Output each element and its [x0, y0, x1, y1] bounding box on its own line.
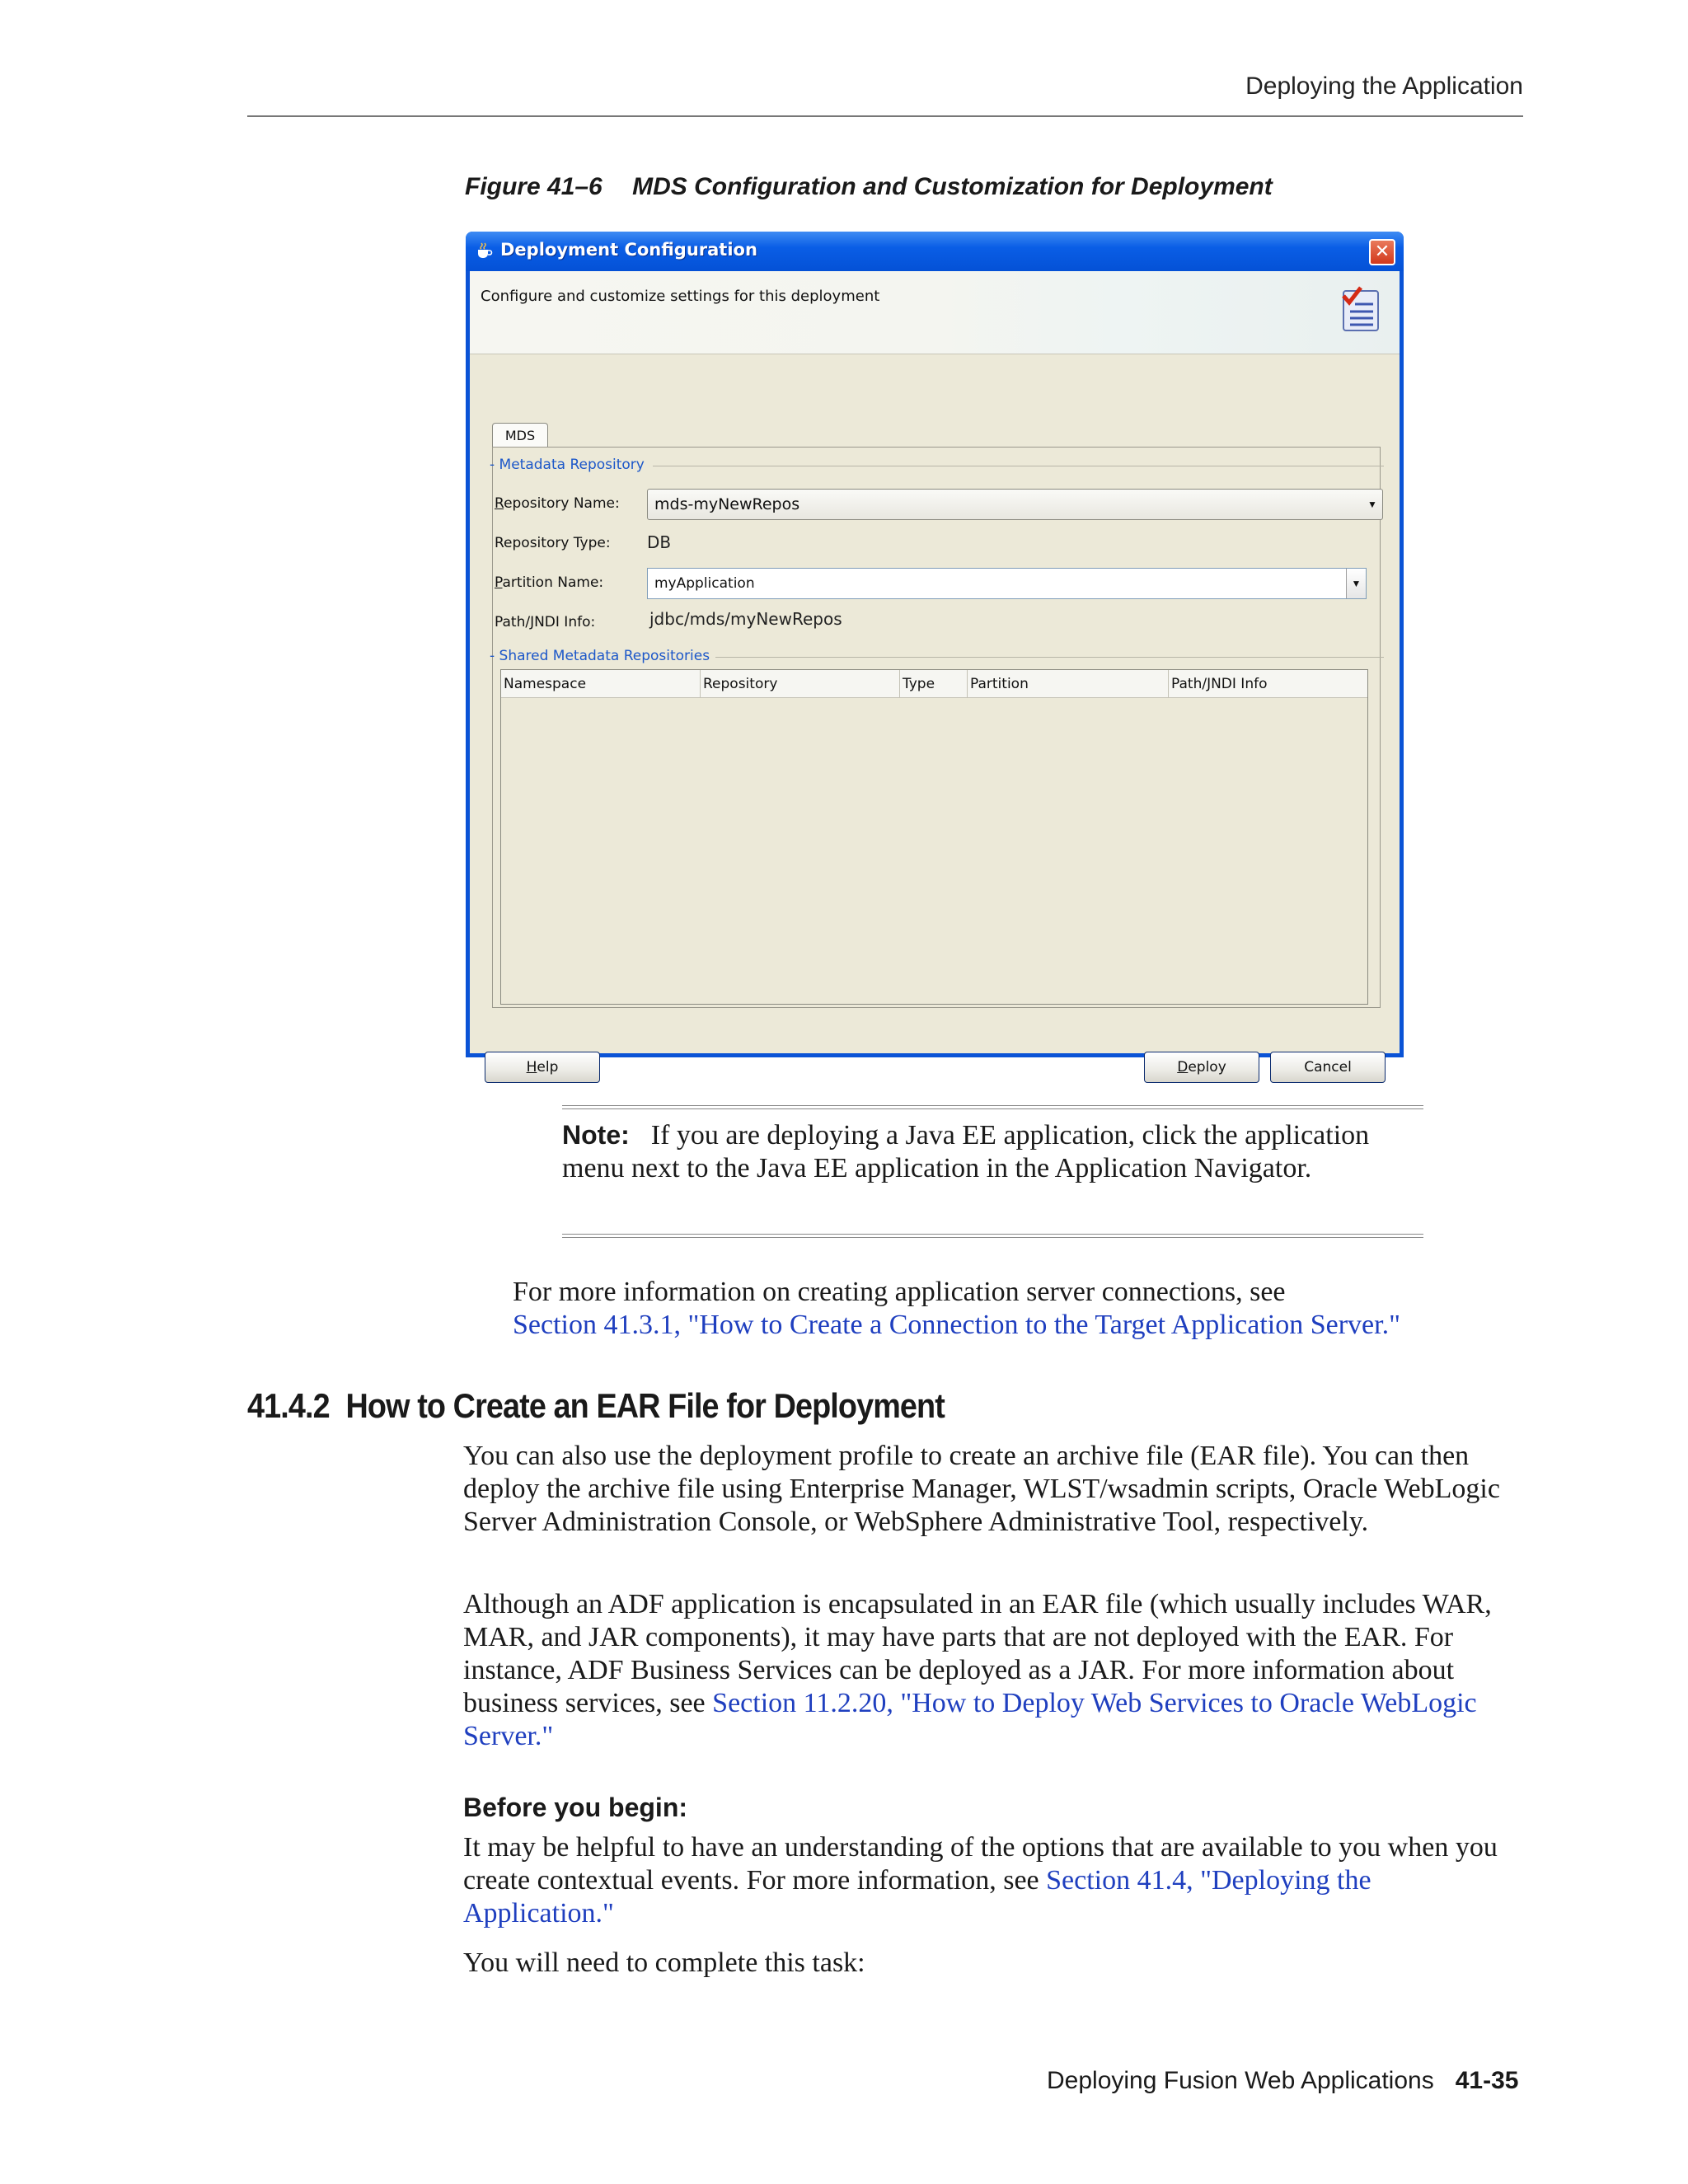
note-rule-bottom: [562, 1234, 1423, 1238]
metadata-repository-group: [490, 457, 645, 473]
repository-type-label: Repository Type:: [495, 535, 611, 551]
label-text: epository Name:: [504, 495, 620, 512]
tab-mds[interactable]: MDS: [492, 423, 548, 448]
header-rule: [247, 115, 1523, 117]
dialog-body: [470, 271, 1400, 1076]
table-header: [501, 670, 1367, 698]
label-text: artition Name:: [502, 574, 604, 591]
shared-metadata-label: Shared Metadata Repositories: [499, 648, 710, 664]
group-divider: [715, 657, 1384, 658]
checklist-icon: [1340, 286, 1383, 334]
shared-metadata-group: [490, 648, 710, 664]
repository-name-label: [495, 495, 620, 512]
mnemonic: P: [495, 574, 503, 591]
section-title: How to Create an EAR File for Deployment: [345, 1386, 945, 1425]
help-button[interactable]: [485, 1052, 600, 1083]
path-jndi-value: jdbc/mds/myNewRepos: [649, 609, 842, 629]
close-icon: ✕: [1374, 241, 1390, 262]
paragraph-text: Although an ADF application is encapsulated in an EAR file (which usually includes WAR, MAR, and JAR components), it may have parts that are not deployed with the EAR. For instance, ADF Business Services can be deployed as a JAR. For more information about business services, see: [463, 1589, 1492, 1718]
partition-name-value: myApplication: [654, 575, 755, 592]
column-header-partition[interactable]: Partition: [968, 670, 1169, 697]
partition-name-combobox[interactable]: [647, 568, 1367, 599]
figure-caption: [465, 173, 1273, 201]
dialog-description: Configure and customize settings for this deployment: [481, 288, 880, 305]
repository-name-value: mds-myNewRepos: [654, 495, 800, 513]
deployment-configuration-dialog: [466, 232, 1404, 1076]
java-cup-icon: [475, 241, 493, 260]
mnemonic: H: [526, 1059, 537, 1076]
partition-name-label: [495, 574, 603, 591]
dialog-titlebar: [466, 232, 1404, 271]
path-jndi-label: Path/JNDI Info:: [495, 614, 596, 630]
close-button[interactable]: [1369, 239, 1395, 265]
paragraph-text: It may be helpful to have an understanding of the options that are available to you when you create contextual events. For more information, see: [463, 1832, 1498, 1896]
link-section-41-3-1[interactable]: Section 41.3.1, "How to Create a Connection to the Target Application Server.": [513, 1310, 1400, 1340]
metadata-repository-label: Metadata Repository: [499, 457, 645, 473]
running-header: Deploying the Application: [1245, 73, 1523, 100]
chevron-down-icon: ▼: [1367, 499, 1377, 510]
repository-name-select[interactable]: [647, 489, 1383, 520]
dialog-title: Deployment Configuration: [500, 240, 757, 260]
mnemonic: D: [1177, 1059, 1189, 1076]
deploy-button[interactable]: [1144, 1052, 1259, 1083]
page-number: 41-35: [1455, 2067, 1519, 2094]
collapse-marker: -: [490, 648, 499, 664]
dialog-banner: [470, 271, 1400, 354]
connections-paragraph: [513, 1276, 1526, 1342]
paragraph-task: You will need to complete this task:: [463, 1947, 865, 1978]
figure-title: MDS Configuration and Customization for Deployment: [632, 173, 1273, 200]
column-header-path-jndi[interactable]: Path/JNDI Info: [1171, 676, 1268, 692]
mnemonic: R: [495, 495, 504, 512]
collapse-marker: -: [490, 457, 499, 473]
chevron-down-icon[interactable]: ▼: [1346, 569, 1366, 598]
paragraph-before-begin: [463, 1831, 1525, 1930]
column-header-type[interactable]: Type: [900, 670, 968, 697]
link-section-11-2-20[interactable]: Section 11.2.20, "How to Deploy Web Services to Oracle WebLogic Server.": [463, 1688, 1477, 1751]
note-text: If you are deploying a Java EE application, click the application menu next to the Java EE application in the Application Navigator.: [562, 1120, 1370, 1183]
cancel-button[interactable]: Cancel: [1270, 1052, 1386, 1083]
section-heading: [247, 1386, 945, 1426]
column-header-namespace[interactable]: Namespace: [501, 670, 701, 697]
paragraph-adf-application: [463, 1588, 1525, 1753]
note-rule-top: [562, 1105, 1423, 1109]
button-label: elp: [537, 1059, 559, 1076]
note-box: [562, 1118, 1423, 1185]
paragraph-ear-file: You can also use the deployment profile to create an archive file (EAR file). You can then deploy the archive file using Enterprise Manager, WLST/wsadmin scripts, Oracle WebLogic Server Administration Console, or WebSphere Administrative Tool, respectively.: [463, 1441, 1500, 1537]
button-label: eploy: [1188, 1059, 1226, 1076]
page-footer: [1047, 2067, 1518, 2095]
repository-type-value: DB: [647, 532, 672, 552]
paragraph-text: For more information on creating application server connections, see: [513, 1277, 1286, 1307]
note-label: Note:: [562, 1120, 630, 1150]
shared-repositories-table[interactable]: [500, 669, 1368, 1005]
column-header-repository[interactable]: Repository: [701, 670, 900, 697]
before-you-begin-heading: Before you begin:: [463, 1793, 688, 1822]
link-section-41-4[interactable]: Section 41.4, "Deploying the Application.": [463, 1865, 1372, 1929]
footer-title: Deploying Fusion Web Applications: [1047, 2067, 1434, 2094]
figure-number: Figure 41–6: [465, 173, 603, 200]
section-number: 41.4.2: [247, 1386, 330, 1425]
